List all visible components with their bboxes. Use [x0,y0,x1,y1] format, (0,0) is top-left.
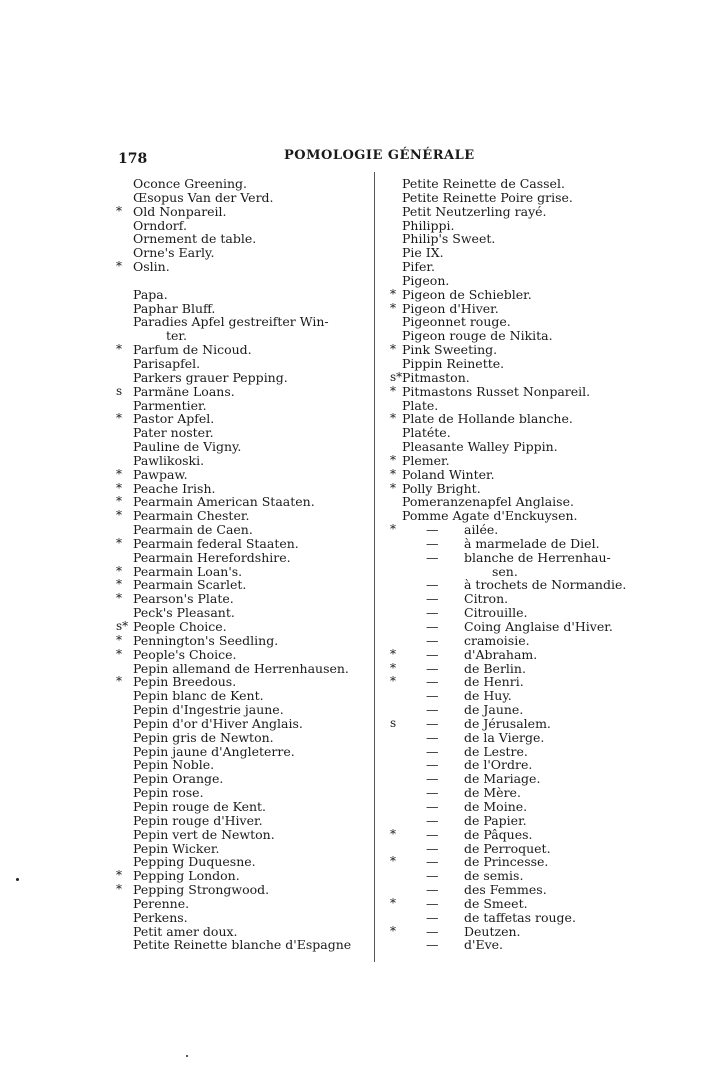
entry-text: People Choice. [133,619,227,634]
entry-text: à trochets de Normandie. [464,577,627,593]
entry-mark: * [116,411,122,426]
entry-text: Pigeon. [402,272,450,288]
entry-text: Pigeonnet rouge. [402,314,511,330]
list-item [114,814,370,828]
ditto-dash: — [426,854,439,870]
entry-text: Pepin rouge d'Hiver. [133,812,263,828]
list-item [114,675,370,689]
list-item [388,717,638,731]
list-item [388,703,638,717]
list-item [388,620,638,634]
list-item [114,523,370,537]
list-item [388,219,638,233]
entry-text: Parkers grauer Pepping. [133,369,288,385]
list-item [114,260,370,274]
entry-text: Pink Sweeting. [402,342,498,358]
entry-text: des Femmes. [464,882,547,898]
list-item [388,842,638,856]
list-item [114,315,370,329]
entry-mark: * [116,535,122,550]
entry-text: Pitmastons Russet Nonpareil. [402,383,591,399]
list-item [388,551,638,565]
list-item [388,260,638,274]
list-item [388,399,638,413]
list-item [388,758,638,772]
list-item [388,800,638,814]
ditto-dash: — [426,522,439,538]
entry-text: Pearson's Plate. [133,591,234,607]
entry-text: Pitmaston. [402,369,470,385]
entry-mark: s* [116,619,129,633]
column-divider [374,172,375,962]
entry-text: Pauline de Vigny. [133,439,242,455]
list-item [114,938,370,952]
entry-text: à marmelade de Diel. [464,535,600,551]
ditto-dash: — [426,771,439,787]
list-item [388,911,638,925]
entry-text: Pearmain federal Staaten. [133,535,299,551]
entry-text: Oslin. [133,259,170,275]
entry-text: Pawpaw. [133,466,188,482]
ditto-dash: — [426,715,439,731]
ditto-dash: — [426,674,439,690]
entry-text: Platéte. [402,425,451,441]
entry-mark: * [116,674,122,689]
list-item [114,731,370,745]
list-item [388,482,638,496]
ditto-dash: — [426,882,439,898]
entry-text: Parmentier. [133,397,207,413]
entry-text: Pigeon de Schiebler. [402,286,532,302]
list-item [114,357,370,371]
entry-text: Peck's Pleasant. [133,605,235,621]
list-item [114,648,370,662]
entry-text: Pepin d'or d'Hiver Anglais. [133,715,303,731]
list-item [114,482,370,496]
entry-mark: * [390,826,396,841]
entry-text: Paphar Bluff. [133,300,216,316]
entry-text: de Pâques. [464,826,533,842]
list-item [388,606,638,620]
list-item [388,302,638,316]
entry-text: Pepin Noble. [133,757,215,773]
list-item [388,412,638,426]
entry-text: Pearmain Chester. [133,508,250,524]
ditto-dash: — [426,632,439,648]
list-item [114,302,370,316]
list-item [388,426,638,440]
entry-text: Peache Irish. [133,480,216,496]
list-item [388,565,638,579]
list-item [114,177,370,191]
list-item [114,703,370,717]
list-item [114,191,370,205]
entry-text: Petit Neutzerling rayé. [402,203,547,219]
entry-text: de taffetas rouge. [464,909,576,925]
list-item [114,897,370,911]
entry-text: Petit amer doux. [133,923,238,939]
entry-text: de Mère. [464,785,521,801]
ditto-dash: — [426,535,439,551]
entry-text: Œsopus Van der Verd. [133,189,274,205]
list-item [388,371,638,385]
entry-text: Deutzen. [464,923,521,939]
list-item [114,842,370,856]
ditto-dash: — [426,743,439,759]
ditto-dash: — [426,660,439,676]
list-item [388,495,638,509]
entry-mark: * [116,646,122,661]
list-item [114,440,370,454]
entry-text: Pater noster. [133,425,214,441]
list-item [388,731,638,745]
entry-mark: * [390,522,396,537]
entry-mark: s [390,715,397,730]
list-item [114,274,370,288]
entry-mark: * [390,300,396,315]
entry-mark: * [390,646,396,661]
entry-text: Pepin Wicker. [133,840,220,856]
entry-text: Pawlikoski. [133,452,205,468]
entry-text: d'Abraham. [464,646,538,662]
list-item [388,578,638,592]
list-item [388,468,638,482]
list-item [388,523,638,537]
entry-text: Pepin Breedous. [133,674,237,690]
entry-text: Pennington's Seedling. [133,632,279,648]
list-item [114,620,370,634]
ditto-dash: — [426,646,439,662]
list-item [114,329,370,343]
ditto-dash: — [426,812,439,828]
entry-text: Pomeranzenapfel Anglaise. [402,494,574,510]
entry-text: de Lestre. [464,743,528,759]
list-item [388,537,638,551]
entry-text: Perkens. [133,909,188,925]
list-item [388,869,638,883]
ditto-dash: — [426,591,439,607]
list-item [114,606,370,620]
entry-mark: * [116,508,122,523]
entry-mark: * [390,411,396,426]
list-item [114,772,370,786]
entry-mark: * [390,660,396,675]
ditto-dash: — [426,785,439,801]
entry-text: de Perroquet. [464,840,551,856]
left-column [114,177,370,952]
ditto-dash: — [426,605,439,621]
list-item [114,468,370,482]
list-item [388,772,638,786]
list-item [388,177,638,191]
list-item [388,329,638,343]
entry-text: Perenne. [133,895,190,911]
list-item [114,537,370,551]
list-item [114,745,370,759]
list-item [114,828,370,842]
list-item [388,343,638,357]
list-item [114,565,370,579]
entry-mark: * [116,480,122,495]
list-item [114,509,370,523]
list-item [388,288,638,302]
entry-text: Pie IX. [402,245,444,261]
entry-text: Citron. [464,591,509,607]
entry-mark: * [390,895,396,910]
list-item [388,662,638,676]
list-item [388,385,638,399]
list-item [114,925,370,939]
entry-text: Plemer. [402,452,450,468]
right-column [388,177,638,952]
list-item [114,578,370,592]
list-item [114,288,370,302]
entry-text: Old Nonpareil. [133,203,227,219]
ditto-dash: — [426,577,439,593]
entry-mark: * [390,383,396,398]
list-item [114,634,370,648]
list-item [388,357,638,371]
entry-text: de Jaune. [464,702,524,718]
list-item [388,232,638,246]
list-item [114,869,370,883]
list-item [388,938,638,952]
ditto-dash: — [426,895,439,911]
ditto-dash: — [426,619,439,634]
entry-text: Pigeon d'Hiver. [402,300,499,316]
entry-text: Coing Anglaise d'Hiver. [464,619,613,634]
entry-text: Philip's Sweet. [402,231,496,247]
list-item [114,911,370,925]
entry-mark: * [116,494,122,509]
print-speck [16,878,19,881]
entry-text: de Henri. [464,674,524,690]
entry-text: Paradies Apfel gestreifter Win- [133,314,329,330]
list-item [114,592,370,606]
list-item [114,495,370,509]
entry-text: de Papier. [464,812,527,828]
entry-text: Parisapfel. [133,355,201,371]
entry-mark: * [390,452,396,467]
entry-text: Ornement de table. [133,231,257,247]
list-item [114,205,370,219]
entry-text: Pepin rose. [133,785,204,801]
entry-mark: * [390,674,396,689]
entry-text: Plate. [402,397,439,413]
entry-text: sen. [492,563,518,579]
entry-text: cramoisie. [464,632,530,648]
ditto-dash: — [426,909,439,925]
list-item [388,648,638,662]
entry-text: Plate de Hollande blanche. [402,411,573,427]
entry-text: Pepin blanc de Kent. [133,688,264,704]
list-item [388,246,638,260]
entry-mark: * [390,286,396,301]
list-item [388,828,638,842]
list-item [114,689,370,703]
ditto-dash: — [426,702,439,718]
entry-text: Pifer. [402,259,436,275]
entry-text: Pepin jaune d'Angleterre. [133,743,295,759]
entry-text: Pepping Duquesne. [133,854,256,870]
entry-text: Pearmain Scarlet. [133,577,247,593]
entry-mark: * [116,466,122,481]
entry-text: Petite Reinette blanche d'Espagne [133,937,352,953]
list-item [114,662,370,676]
list-item [114,219,370,233]
entry-mark: * [116,563,122,578]
list-item [388,454,638,468]
list-item [388,634,638,648]
list-item [114,786,370,800]
entry-mark: * [116,591,122,606]
list-item [114,412,370,426]
entry-mark: * [116,882,122,897]
entry-text: d'Eve. [464,937,503,953]
entry-text: Papa. [133,286,168,302]
entry-text: Pastor Apfel. [133,411,215,427]
entry-text: de Huy. [464,688,512,704]
list-item [388,592,638,606]
list-item [388,689,638,703]
running-title: POMOLOGIE GÉNÉRALE [284,148,475,163]
entry-text: de Mariage. [464,771,541,787]
entry-text: Pepin Orange. [133,771,224,787]
list-item [388,191,638,205]
entry-text: Pepping London. [133,868,240,884]
entry-mark: * [390,466,396,481]
page-number: 178 [118,151,148,167]
ditto-dash: — [426,868,439,884]
ditto-dash: — [426,826,439,842]
list-item [114,551,370,565]
entry-mark: * [116,868,122,883]
list-item [114,232,370,246]
entry-text: Pepping Strongwood. [133,882,270,898]
list-item [114,371,370,385]
list-item [114,343,370,357]
entry-text: Pearmain de Caen. [133,522,253,538]
entry-text: Pigeon rouge de Nikita. [402,328,553,344]
entry-text: de Berlin. [464,660,526,676]
entry-text: de Smeet. [464,895,528,911]
entry-text: Pippin Reinette. [402,355,505,371]
entry-text: Oconce Greening. [133,176,248,191]
list-item [388,897,638,911]
list-item [114,717,370,731]
list-item [114,855,370,869]
list-item [388,440,638,454]
entry-mark: * [390,480,396,495]
entry-text: de Jérusalem. [464,715,551,731]
entry-text: Polly Bright. [402,480,481,496]
entry-text: Petite Reinette Poire grise. [402,189,573,205]
entry-text: Petite Reinette de Cassel. [402,176,565,191]
ditto-dash: — [426,923,439,939]
entry-text: Philippi. [402,217,455,233]
list-item [388,675,638,689]
entry-text: Orndorf. [133,217,187,233]
list-item [388,786,638,800]
entry-text: Poland Winter. [402,466,495,482]
entry-text: Pearmain American Staaten. [133,494,315,510]
entry-text: Pomme Agate d'Enckuysen. [402,508,578,524]
list-item [114,454,370,468]
entry-text: de semis. [464,868,524,884]
entry-mark: * [116,259,122,274]
list-item [388,205,638,219]
entry-mark: * [390,923,396,938]
list-item [114,246,370,260]
entry-mark: s* [390,369,403,384]
entry-mark: * [390,342,396,357]
entry-text: Pepin rouge de Kent. [133,798,267,814]
print-speck [186,1055,188,1057]
ditto-dash: — [426,688,439,704]
entry-text: de la Vierge. [464,729,545,745]
entry-mark: * [116,577,122,592]
entry-mark: s [116,383,123,398]
list-item [114,800,370,814]
entry-mark: * [116,203,122,218]
entry-text: Pepin gris de Newton. [133,729,274,745]
list-item [388,274,638,288]
ditto-dash: — [426,840,439,856]
ditto-dash: — [426,798,439,814]
list-item [388,814,638,828]
list-item [388,509,638,523]
list-item [388,855,638,869]
entry-mark: * [390,854,396,869]
list-item [388,745,638,759]
list-item [388,925,638,939]
entry-mark: * [116,632,122,647]
ditto-dash: — [426,757,439,773]
entry-text: Pearmain Herefordshire. [133,549,291,565]
entry-text: de Moine. [464,798,528,814]
ditto-dash: — [426,937,439,953]
list-item [114,883,370,897]
list-item [114,426,370,440]
list-item [114,399,370,413]
list-item [114,385,370,399]
list-item [388,883,638,897]
entry-text: ailée. [464,522,499,538]
entry-text: de l'Ordre. [464,757,533,773]
entry-text: Pleasante Walley Pippin. [402,439,558,455]
entry-text: Pearmain Loan's. [133,563,243,579]
ditto-dash: — [426,729,439,745]
entry-text: Parfum de Nicoud. [133,342,252,358]
ditto-dash: — [426,549,439,565]
list-item [388,315,638,329]
entry-text: Citrouille. [464,605,528,621]
entry-text: People's Choice. [133,646,237,662]
entry-text: ter. [166,328,187,344]
entry-text: Pepin d'Ingestrie jaune. [133,702,284,718]
entry-text: de Princesse. [464,854,549,870]
entry-text: blanche de Herrenhau- [464,549,611,565]
entry-text: Pepin allemand de Herrenhausen. [133,660,349,676]
entry-text: Pepin vert de Newton. [133,826,275,842]
entry-text: Orne's Early. [133,245,215,261]
entry-text: Parmäne Loans. [133,383,235,399]
list-item [114,758,370,772]
entry-mark: * [116,342,122,357]
